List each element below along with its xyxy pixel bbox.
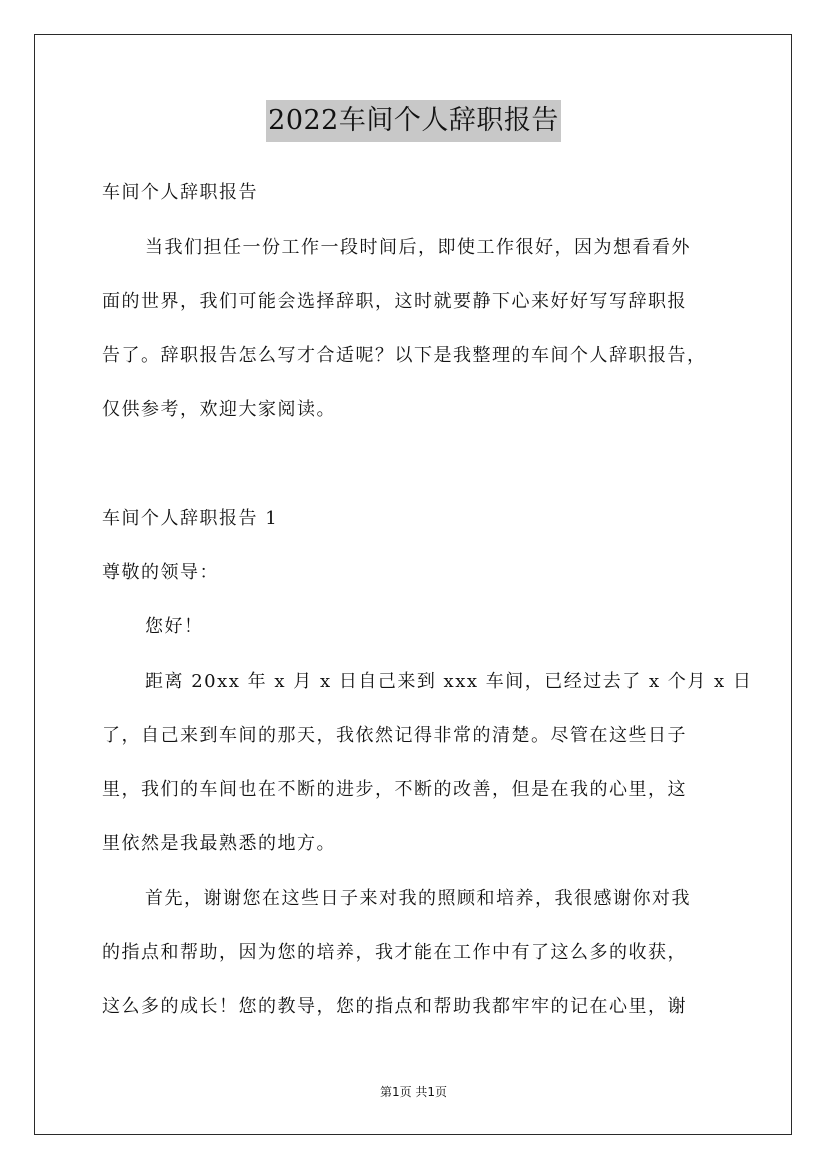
section-heading: 车间个人辞职报告 1 [102,508,279,529]
paragraph-line: 里，我们的车间也在不断的进步，不断的改善，但是在我的心里，这 [102,779,687,800]
paragraph-line: 了，自己来到车间的那天，我依然记得非常的清楚。尽管在这些日子 [102,725,687,746]
intro-line: 面的世界，我们可能会选择辞职，这时就要静下心来好好写写辞职报 [102,291,687,312]
paragraph-line: 这么多的成长！您的教导，您的指点和帮助我都牢牢的记在心里，谢 [102,996,687,1017]
paragraph-line: 距离 20xx 年 x 月 x 日自己来到 xxx 车间，已经过去了 x 个月 x 日 [145,671,753,692]
title-area [0,100,827,142]
greeting: 您好！ [145,616,204,637]
subtitle: 车间个人辞职报告 [102,182,258,203]
intro-line: 仅供参考，欢迎大家阅读。 [102,399,336,420]
document-title: 2022车间个人辞职报告 [266,100,561,142]
intro-line: 告了。辞职报告怎么写才合适呢？以下是我整理的车间个人辞职报告， [102,345,707,366]
paragraph-line: 首先，谢谢您在这些日子来对我的照顾和培养，我很感谢你对我 [145,888,691,909]
paragraph-line: 的指点和帮助，因为您的培养，我才能在工作中有了这么多的收获， [102,942,687,963]
intro-line: 当我们担任一份工作一段时间后，即使工作很好，因为想看看外 [145,237,691,258]
page-footer: 第1页 共1页 [379,1085,448,1099]
salutation: 尊敬的领导： [102,562,219,583]
paragraph-line: 里依然是我最熟悉的地方。 [102,833,336,854]
